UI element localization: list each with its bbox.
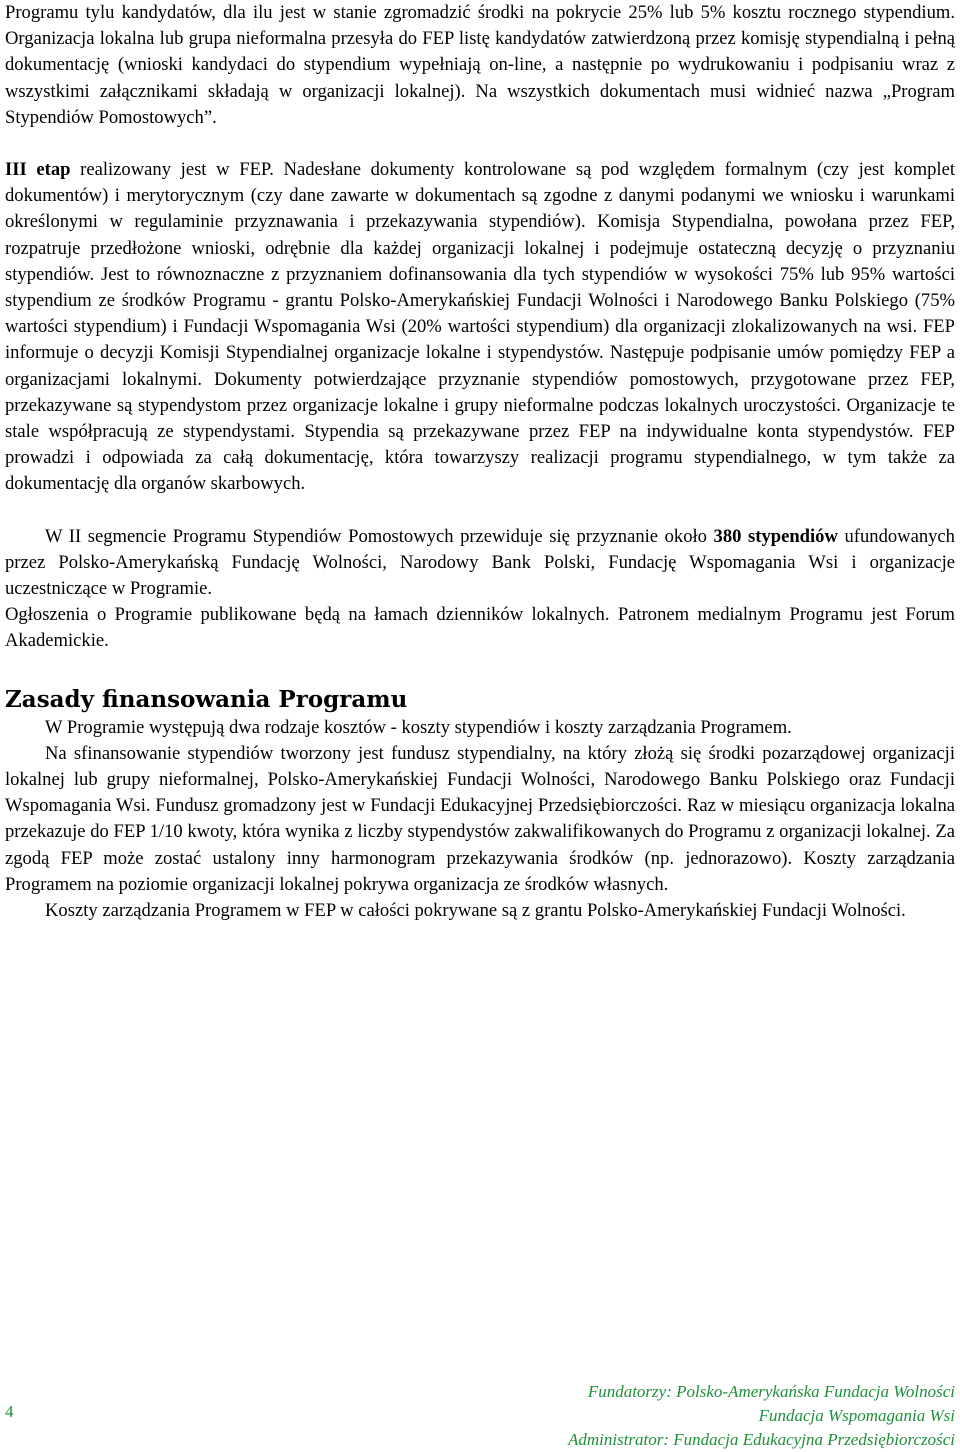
second-segment-text-a: W II segmencie Programu Stypendiów Pomostowych przewiduje się przyznanie około	[45, 525, 714, 547]
footer-founders: Fundatorzy: Polsko-Amerykańska Fundacja Wolności	[587, 1382, 955, 1401]
footer-credits	[568, 1380, 955, 1452]
section-heading-financing: Zasady finansowania Programu	[5, 685, 408, 713]
paragraph-candidates-list: Programu tylu kandydatów, dla ilu jest w stanie zgromadzić środki na pokrycie 25% lub 5% kosztu rocznego stypendium. Organizacja lokalna lub grupa nieformalna przesyła do FEP listę kandydatów zatwierdzoną przez komisję stypendialną i pełną dokumentację (wnioski kandydaci do stypendium wypełniają on-line, a następnie po wydrukowaniu i podpisaniu wraz z wszystkimi załącznikami składają w organizacji lokalnej). Na wszystkich dokumentach musi widnieć nazwa „Program Stypendiów Pomostowych”.	[5, 2, 955, 128]
stage-three-label: III etap	[5, 159, 71, 181]
footer-administrator: Administrator: Fundacja Edukacyjna Przedsiębiorczości	[567, 1430, 955, 1449]
paragraph-scholarship-fund: Na sfinansowanie stypendiów tworzony jest fundusz stypendialny, na który złożą się środki pozarządowej organizacji lokalnej lub grupy nieformalnej, Polsko-Amerykańskiej Fundacji Wolności, Narodowego Banku Polskiego oraz Fundacji Wspomagania Wsi. Fundusz gromadzony jest w Fundacji Edukacyjnej Przedsiębiorczości. Raz w miesiącu organizacja lokalna przekazuje do FEP 1/10 kwoty, która wynika z liczby stypendystów zakwalifikowanych do Programu z organizacji lokalnej. Za zgodą FEP może zostać ustalony inny harmonogram przekazywania środków (np. jednorazowo). Koszty zarządzania Programem na poziomie organizacji lokalnej pokrywa organizacja ze środków własnych.	[5, 742, 955, 895]
document-page	[5, 0, 955, 924]
page-number: 4	[5, 1402, 14, 1421]
paragraph-cost-types: W Programie występują dwa rodzaje kosztów - koszty stypendiów i koszty zarządzania Programem.	[45, 716, 792, 738]
paragraph-stage-three	[5, 157, 955, 498]
scholarship-count: 380 stypendiów	[713, 525, 838, 547]
second-segment-text-b: ufundowanych przez Polsko-Amerykańską Fundację Wolności, Narodowy Bank Polski, Fundację Wspomagania Wsi i organizacje uczestniczące w Programie.	[5, 525, 955, 600]
paragraph-management-costs: Koszty zarządzania Programem w FEP w całości pokrywane są z grantu Polsko-Amerykańskiej Fundacji Wolności.	[45, 900, 906, 922]
paragraph-second-segment	[5, 524, 955, 603]
paragraph-announcements: Ogłoszenia o Programie publikowane będą na łamach dzienników lokalnych. Patronem medialnym Programu jest Forum Akademickie.	[5, 604, 955, 652]
stage-three-text: realizowany jest w FEP. Nadesłane dokumenty kontrolowane są pod względem formalnym (czy jest komplet dokumentów) i merytorycznym (czy dane zawarte w dokumentach są zgodne z danymi podanymi we wniosku i warunkami określonymi w regulaminie przyznawania i przekazywania stypendiów). Komisja Stypendialna, powołana przez FEP, rozpatruje przedłożone wnioski, odrębnie dla każdej organizacji lokalnej i podejmuje ostateczną decyzję o przyznaniu stypendiów. Jest to równoznaczne z przyznaniem dofinansowania dla tych stypendiów w wysokości 75% lub 95% wartości stypendium ze środków Programu - grantu Polsko-Amerykańskiej Fundacji Wolności i Narodowego Banku Polskiego (75% wartości stypendium) i Fundacji Wspomagania Wsi (20% wartości stypendium) dla organizacji zlokalizowanych na wsi. FEP informuje o decyzji Komisji Stypendialnej organizacje lokalne i stypendystów. Następuje podpisanie umów pomiędzy FEP a organizacjami lokalnymi. Dokumenty potwierdzające przyznanie stypendiów pomostowych, przygotowane przez FEP, przekazywane są stypendystom przez organizacje lokalne i grupy nieformalne podczas lokalnych uroczystości. Organizacje te stale współpracują ze stypendystami. Stypendia są przekazywane przez FEP na indywidualne konta stypendystów. FEP prowadzi i odpowiada za całą dokumentację, która towarzyszy realizacji programu stypendialnego, w tym także za dokumentację dla organów skarbowych.	[5, 159, 955, 495]
footer-foundation: Fundacja Wspomagania Wsi	[758, 1406, 955, 1425]
